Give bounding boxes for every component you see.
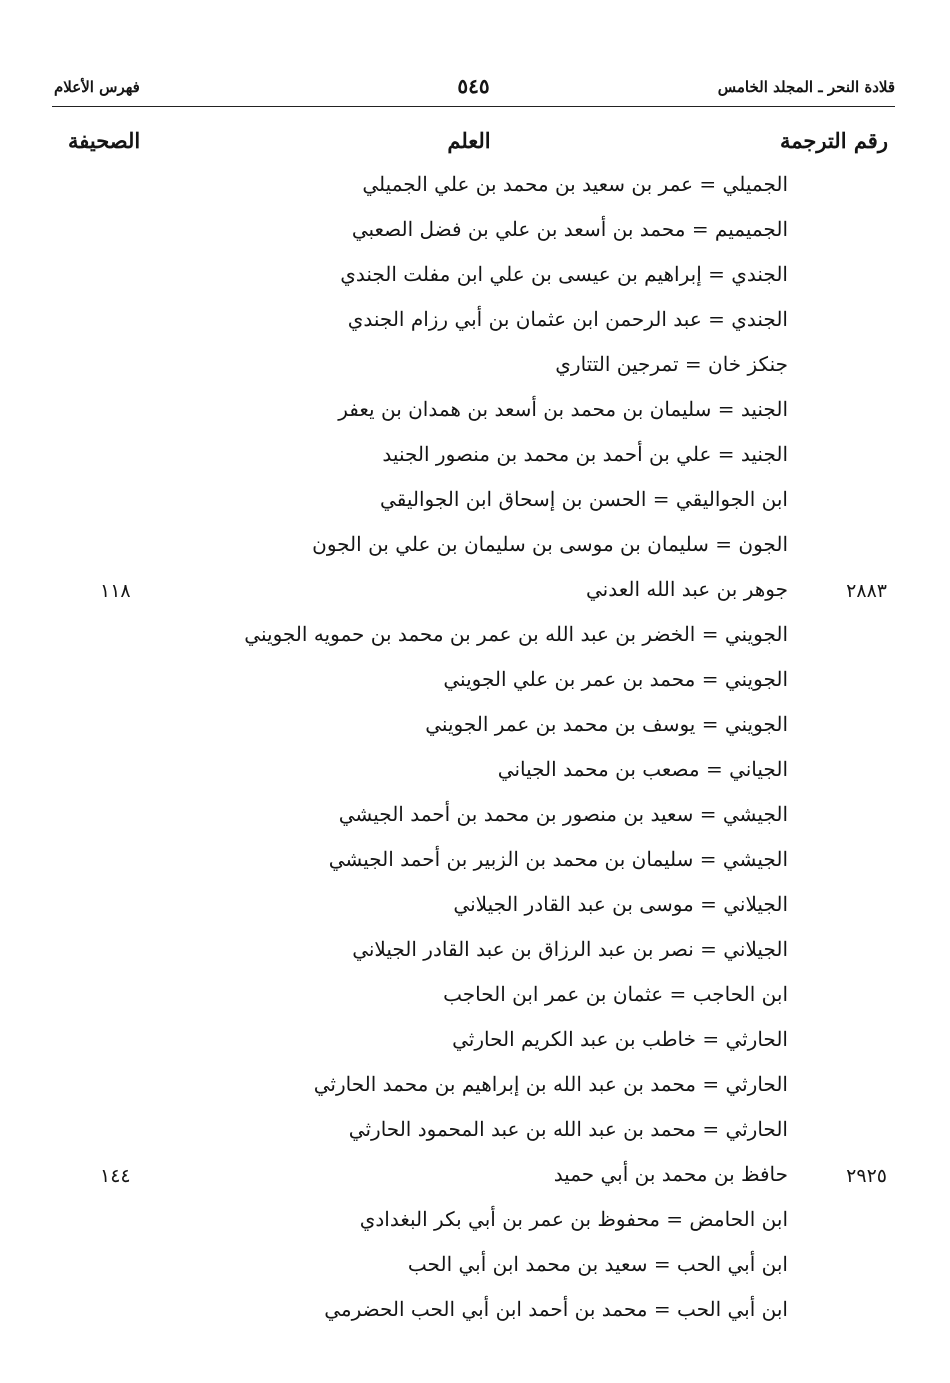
entry-name: الجويني = الخضر بن عبد الله بن عمر بن محمد بن حمويه الجويني [244,622,788,646]
entry-name: الجيلاني = نصر بن عبد الرزاق بن عبد القادر الجيلاني [352,937,788,961]
index-entry [0,706,950,751]
entry-name: الجندي = عبد الرحمن ابن عثمان بن أبي رزام الجندي [347,307,788,331]
index-entry [0,1201,950,1246]
entry-name: ابن الحاجب = عثمان بن عمر ابن الحاجب [443,982,788,1006]
index-entry [0,886,950,931]
entry-name: الجنيد = علي بن أحمد بن محمد بن منصور الجنيد [382,442,788,466]
index-entry [0,391,950,436]
index-entry [0,976,950,1021]
index-entry [0,526,950,571]
entry-name: ابن أبي الحب = سعيد بن محمد ابن أبي الحب [407,1252,788,1276]
entry-page: ١٤٤ [100,1165,131,1187]
entry-name: الحارثي = خاطب بن عبد الكريم الحارثي [452,1027,788,1051]
section-title: فهرس الأعلام [54,78,140,96]
entry-name: الجيشي = سعيد بن منصور بن محمد بن أحمد الجيشي [338,802,788,826]
index-entry [0,616,950,661]
index-entry [0,931,950,976]
index-entry [0,661,950,706]
entry-name: الجيشي = سليمان بن محمد بن الزبير بن أحمد الجيشي [328,847,788,871]
entry-name: جنكز خان = تمرجين التتاري [555,352,788,376]
entry-name: الجيلاني = موسى بن عبد القادر الجيلاني [453,892,788,916]
entry-name: ابن أبي الحب = محمد بن أحمد ابن أبي الحب الحضرمي [324,1297,788,1321]
entry-name: الجياني = مصعب بن محمد الجياني [497,757,788,781]
index-entry [0,571,950,616]
index-entry [0,436,950,481]
index-entry [0,256,950,301]
entry-name: الجندي = إبراهيم بن عيسى بن علي ابن مفلت الجندي [340,262,788,286]
entry-name: الجون = سليمان بن موسى بن سليمان بن علي بن الجون [312,532,788,556]
entry-name: حافظ بن محمد بن أبي حميد [553,1162,788,1186]
entry-name: الجويني = يوسف بن محمد بن عمر الجويني [425,712,788,736]
index-entry [0,1066,950,1111]
index-entry [0,481,950,526]
entry-number: ٢٩٢٥ [846,1165,887,1187]
index-entry [0,301,950,346]
page-header [52,72,895,107]
entry-number: ٢٨٨٣ [846,580,887,602]
entry-name: ابن الحامض = محفوظ بن عمر بن أبي بكر البغدادي [359,1207,788,1231]
index-entry [0,1111,950,1156]
entry-name: الجميميم = محمد بن أسعد بن علي بن فضل الصعبي [351,217,788,241]
entry-page: ١١٨ [100,580,131,602]
entry-name: جوهر بن عبد الله العدني [586,577,788,601]
index-entry [0,211,950,256]
index-entry [0,1021,950,1066]
column-header-page: الصحيفة [68,128,141,153]
entry-name: الحارثي = محمد بن عبد الله بن عبد المحمود الحارثي [348,1117,788,1141]
index-entry [0,166,950,211]
book-title: قلادة النحر ـ المجلد الخامس [717,78,895,96]
page-number: ٥٤٥ [457,74,490,98]
entry-name: الجميلي = عمر بن سعيد بن محمد بن علي الجميلي [362,172,788,196]
index-entry [0,346,950,391]
index-entry [0,841,950,886]
index-entry [0,1156,950,1201]
entry-name: ابن الجواليقي = الحسن بن إسحاق ابن الجواليقي [380,487,788,511]
entry-name: الجنيد = سليمان بن محمد بن أسعد بن همدان بن يعفر [338,397,788,421]
column-header-name: العلم [447,128,491,153]
entry-name: الجويني = محمد بن عمر بن علي الجويني [443,667,788,691]
index-entries-list [0,166,950,1336]
column-header-number: رقم الترجمة [779,128,888,153]
index-entry [0,751,950,796]
index-entry [0,1291,950,1336]
index-entry [0,796,950,841]
index-entry [0,1246,950,1291]
entry-name: الحارثي = محمد بن عبد الله بن إبراهيم بن محمد الحارثي [313,1072,788,1096]
